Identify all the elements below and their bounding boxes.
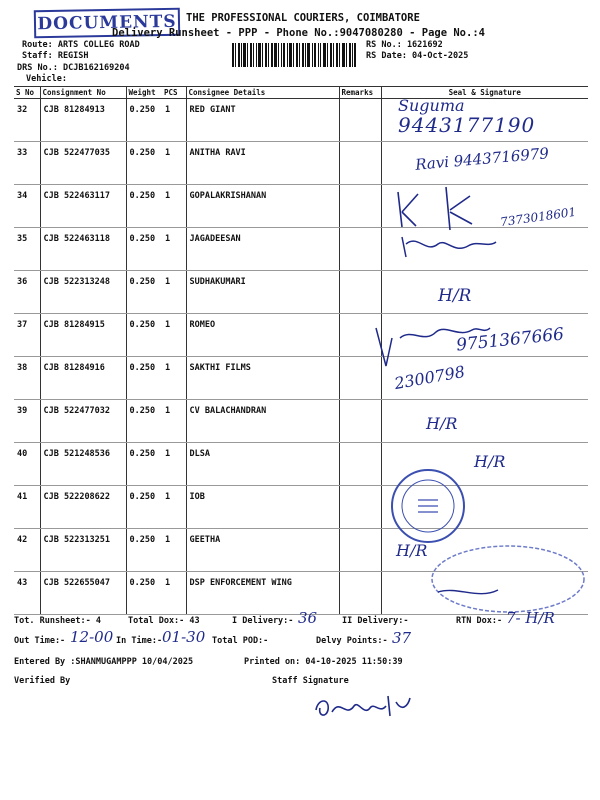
row-consignee: ROMEO [186,314,339,357]
row-consignment: CJB 522477032 [40,400,126,443]
route-label: Route: ARTS COLLEG ROAD [22,40,140,50]
handwritten-phone: 9443177190 [398,113,536,137]
row-pcs: 1 [162,99,186,142]
delvy-points-value: 37 [392,629,412,647]
row-sno: 38 [14,357,40,400]
entered-by: Entered By :SHANMUGAMPPP 10/04/2025 [14,657,194,667]
row-consignee: DSP ENFORCEMENT WING [186,572,339,615]
row-weight: 0.250 [126,228,162,271]
row-sno: 33 [14,142,40,185]
row-weight: 0.250 [126,357,162,400]
row-consignee: GEETHA [186,529,339,572]
table-row [14,228,588,271]
table-row [14,271,588,314]
signature-scribble [388,182,498,262]
table-row [14,400,588,443]
documents-stamp: DOCUMENTS [34,8,180,39]
row-consignment: CJB 81284915 [40,314,126,357]
row-sno: 34 [14,185,40,228]
row-sno: 43 [14,572,40,615]
row-signature [381,271,588,314]
out-time-label: Out Time:- [14,636,66,646]
handwritten-hr: H/R [396,541,428,560]
row-consignee: IOB [186,486,339,529]
handwritten-signature: Ravi 9443716979 [414,144,550,174]
row-sno: 36 [14,271,40,314]
verified-by: Verified By [14,676,71,686]
row-sno: 40 [14,443,40,486]
row-sno: 35 [14,228,40,271]
court-seal-stamp [388,466,468,546]
barcode [232,43,356,67]
row-weight: 0.250 [126,99,162,142]
row-weight: 0.250 [126,443,162,486]
row-pcs: 1 [162,529,186,572]
row-remarks [339,400,381,443]
row-weight: 0.250 [126,271,162,314]
col-sno: S No [14,87,40,99]
total-pod: Total POD:- [212,636,269,646]
row-sno: 41 [14,486,40,529]
row-consignment: CJB 522208622 [40,486,126,529]
delvy-points-label: Delvy Points:- [316,636,388,646]
i-delivery-label: I Delivery:- [232,616,294,626]
row-consignment: CJB 81284913 [40,99,126,142]
row-weight: 0.250 [126,400,162,443]
handwritten-hr: H/R [426,414,458,433]
row-signature [381,400,588,443]
handwritten-name: Suguma [398,96,465,115]
row-remarks [339,529,381,572]
rs-number: RS No.: 1621692 [366,40,443,50]
row-consignee: DLSA [186,443,339,486]
row-consignee: GOPALAKRISHANAN [186,185,339,228]
vehicle-label: Vehicle: [26,74,67,84]
handwritten-phone: 9751367666 [455,324,565,356]
table-header [14,87,588,99]
row-weight: 0.250 [126,529,162,572]
row-sno: 37 [14,314,40,357]
row-weight: 0.250 [126,486,162,529]
row-remarks [339,142,381,185]
in-time-label: In Time:- [116,636,163,646]
rs-date: RS Date: 04-Oct-2025 [366,51,469,61]
row-consignment: CJB 81284916 [40,357,126,400]
table-row [14,486,588,529]
tot-runsheet: Tot. Runsheet:- 4 [14,616,101,626]
row-remarks [339,572,381,615]
row-sno: 39 [14,400,40,443]
row-consignment: CJB 521248536 [40,443,126,486]
row-consignment: CJB 522313251 [40,529,126,572]
handwritten-phone: 7373018601 [499,204,577,230]
staff-signature [312,688,412,724]
handwritten-hr: H/R [438,286,472,306]
row-consignee: RED GIANT [186,99,339,142]
in-time-value: 01-30 [162,628,206,646]
row-sno: 42 [14,529,40,572]
row-pcs: 1 [162,142,186,185]
row-remarks [339,271,381,314]
staff-label: Staff: REGISH [22,51,89,61]
row-consignment: CJB 522655047 [40,572,126,615]
row-consignment: CJB 522313248 [40,271,126,314]
printed-on: Printed on: 04-10-2025 11:50:39 [244,657,403,667]
row-pcs: 1 [162,572,186,615]
row-remarks [339,486,381,529]
row-pcs: 1 [162,228,186,271]
handwritten-hr: H/R [474,452,506,471]
row-pcs: 1 [162,357,186,400]
row-consignee: JAGADEESAN [186,228,339,271]
runsheet-title: Delivery Runsheet - PPP - Phone No.:9047080280 - Page No.:4 [112,27,485,39]
ii-delivery: II Delivery:- [342,616,409,626]
row-weight: 0.250 [126,142,162,185]
col-consignee: Consignee Details [186,87,339,99]
table-row [14,357,588,400]
row-pcs: 1 [162,185,186,228]
row-consignee: CV BALACHANDRAN [186,400,339,443]
col-remarks: Remarks [339,87,381,99]
row-remarks [339,443,381,486]
rtn-dox-value: 7- H/R [506,609,555,627]
row-consignee: SAKTHI FILMS [186,357,339,400]
row-pcs: 1 [162,271,186,314]
col-weight: Weight [126,87,162,99]
drs-number: DRS No.: DCJB162169204 [17,63,130,73]
staff-signature-label: Staff Signature [272,676,349,686]
row-pcs: 1 [162,486,186,529]
row-remarks [339,185,381,228]
row-pcs: 1 [162,443,186,486]
col-pcs: PCS [162,87,186,99]
row-remarks [339,99,381,142]
row-remarks [339,228,381,271]
row-weight: 0.250 [126,185,162,228]
row-pcs: 1 [162,400,186,443]
row-weight: 0.250 [126,314,162,357]
col-signature: Seal & Signature [381,87,588,99]
handwritten-number: 2300798 [392,361,467,394]
row-consignee: ANITHA RAVI [186,142,339,185]
row-consignment: CJB 522463117 [40,185,126,228]
company-title: THE PROFESSIONAL COURIERS, COIMBATORE [186,12,420,24]
row-pcs: 1 [162,314,186,357]
row-consignee: SUDHAKUMARI [186,271,339,314]
col-consignment: Consignment No [40,87,126,99]
row-consignment: CJB 522477035 [40,142,126,185]
i-delivery-value: 36 [298,609,318,627]
oval-stamp [428,542,588,616]
row-sno: 32 [14,99,40,142]
out-time-value: 12-00 [70,628,114,646]
row-weight: 0.250 [126,572,162,615]
total-dox: Total Dox:- 43 [128,616,200,626]
rtn-dox-label: RTN Dox:- [456,616,503,626]
row-consignment: CJB 522463118 [40,228,126,271]
